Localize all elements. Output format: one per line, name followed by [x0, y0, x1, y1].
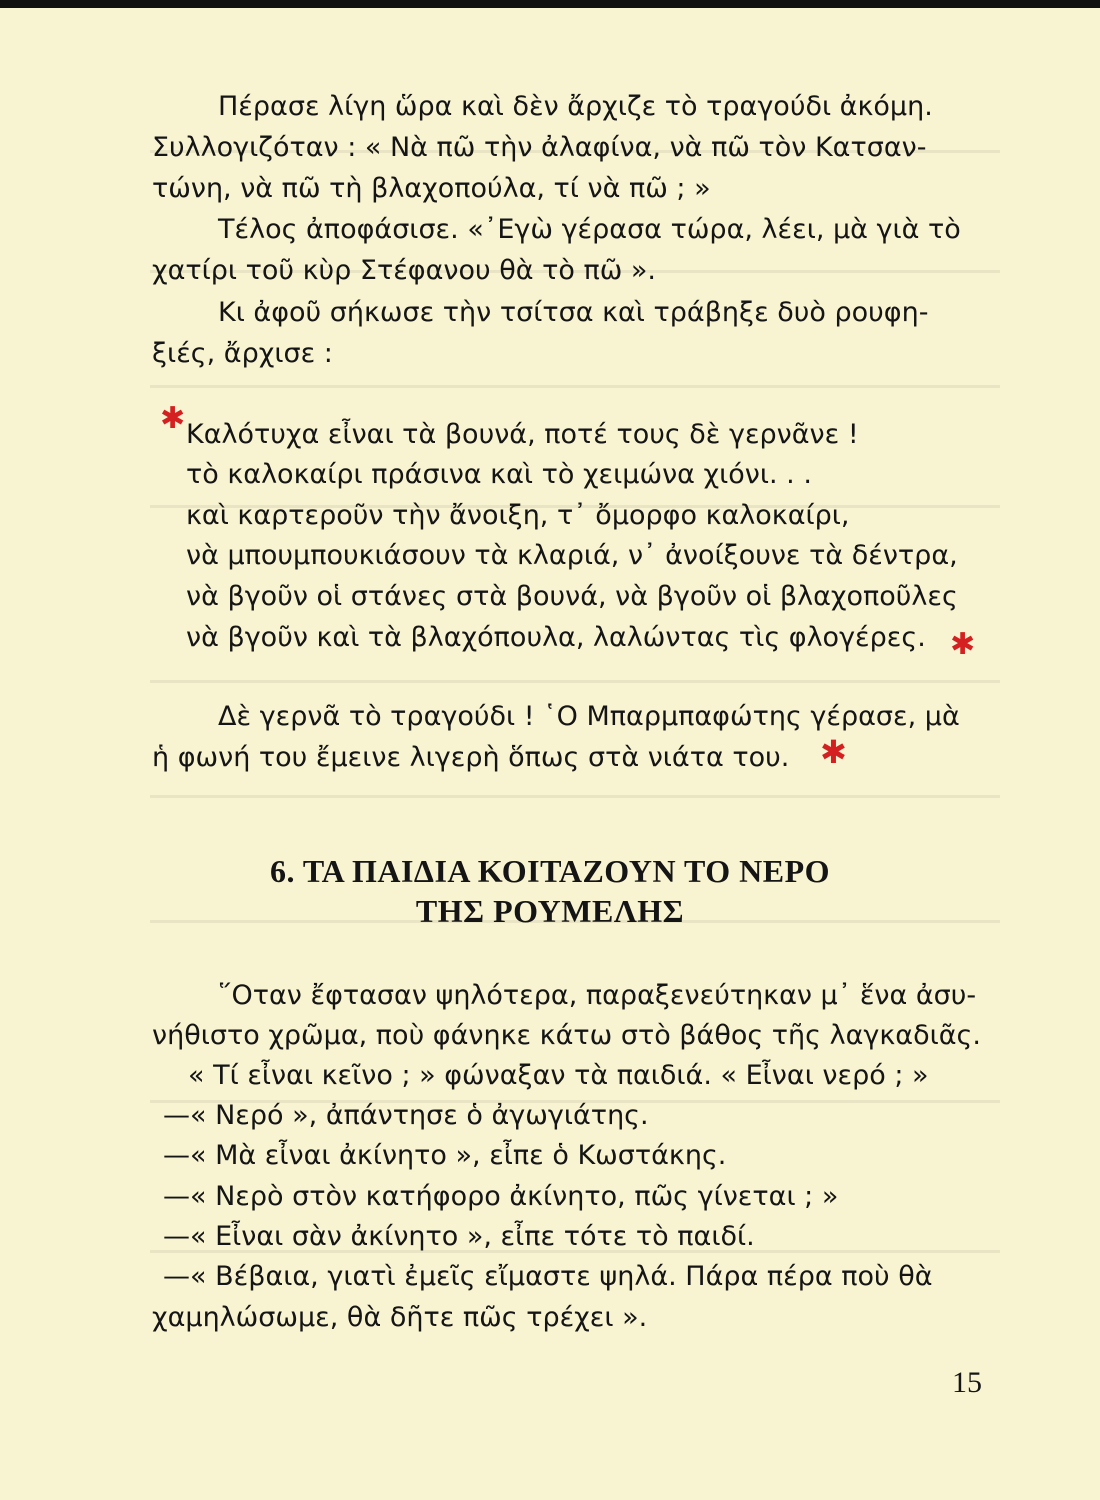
- text-line: ξιές, ἄρχισε :: [152, 338, 333, 369]
- chapter-title-line-1: 6. ΤΑ ΠΑΙΔΙΑ ΚΟΙΤΑΖΟΥΝ ΤΟ ΝΕΡΟ: [269, 853, 831, 889]
- text-line: Δὲ γερνᾶ τὸ τραγούδι ! ῾Ο Μπαρμπαφώτης γέρασε, μὰ: [218, 701, 960, 732]
- text-line: Κι ἀφοῦ σήκωσε τὴν τσίτσα καὶ τράβηξε δυὸ ρουφη-: [218, 297, 929, 328]
- verse-line: τὸ καλοκαίρι πράσινα καὶ τὸ χειμώνα χιόνι. . .: [186, 459, 812, 490]
- verse-line: Καλότυχα εἶναι τὰ βουνά, ποτέ τους δὲ γερνᾶνε !: [186, 419, 859, 450]
- text-line: Τέλος ἀποφάσισε. «᾿Εγὼ γέρασα τώρα, λέει, μὰ γιὰ τὸ: [218, 214, 961, 245]
- red-correction-mark-icon: ✱: [820, 733, 847, 771]
- dialogue-line: —« Εἶναι σὰν ἀκίνητο », εἶπε τότε τὸ παιδί.: [163, 1221, 755, 1252]
- dialogue-line: « Τί εἶναι κεῖνο ; » φώναξαν τὰ παιδιά. « Εἶναι νερό ; »: [188, 1060, 929, 1091]
- verse-line: καὶ καρτεροῦν τὴν ἄνοιξη, τ᾿ ὄμορφο καλοκαίρι,: [186, 500, 850, 531]
- dialogue-line: —« Βέβαια, γιατὶ ἐμεῖς εἴμαστε ψηλά. Πάρα πέρα ποὺ θὰ: [163, 1261, 933, 1292]
- text-line: Συλλογιζόταν : « Νὰ πῶ τὴν ἀλαφίνα, νὰ πῶ τὸν Κατσαν-: [152, 132, 927, 163]
- page-number: 15: [952, 1366, 982, 1399]
- text-line: νήθιστο χρῶμα, ποὺ φάνηκε κάτω στὸ βάθος τῆς λαγκαδιᾶς.: [152, 1020, 981, 1051]
- text-line: τώνη, νὰ πῶ τὴ βλαχοπούλα, τί νὰ πῶ ; »: [152, 173, 711, 204]
- dialogue-line: χαμηλώσωμε, θὰ δῆτε πῶς τρέχει ».: [152, 1302, 648, 1333]
- red-correction-mark-icon: ✱: [160, 401, 186, 436]
- text-line: χατίρι τοῦ κὺρ Στέφανου θὰ τὸ πῶ ».: [152, 255, 657, 286]
- dialogue-line: —« Νερό », ἀπάντησε ὁ ἀγωγιάτης.: [163, 1100, 649, 1131]
- chapter-title-line-2: ΤΗΣ ΡΟΥΜΕΛΗΣ: [415, 893, 685, 929]
- red-correction-mark-icon: ✱: [950, 627, 976, 662]
- text-line: ῞Οταν ἔφτασαν ψηλότερα, παραξενεύτηκαν μ᾿ ἕνα ἀσυ-: [218, 980, 977, 1011]
- dialogue-line: —« Μὰ εἶναι ἀκίνητο », εἶπε ὁ Κωστάκης.: [163, 1140, 727, 1171]
- verse-line: νὰ βγοῦν καὶ τὰ βλαχόπουλα, λαλώντας τὶς φλογέρες.: [186, 622, 926, 653]
- dialogue-line: —« Νερὸ στὸν κατήφορο ἀκίνητο, πῶς γίνεται ; »: [163, 1181, 839, 1212]
- text-line: Πέρασε λίγη ὥρα καὶ δὲν ἄρχιζε τὸ τραγούδι ἀκόμη.: [218, 91, 933, 122]
- verse-line: νὰ μπουμπουκιάσουν τὰ κλαριά, ν᾿ ἀνοίξουνε τὰ δέντρα,: [186, 540, 958, 571]
- text-line: ἡ φωνή του ἔμεινε λιγερὴ ὅπως στὰ νιάτα του.: [152, 742, 790, 773]
- verse-line: νὰ βγοῦν οἱ στάνες στὰ βουνά, νὰ βγοῦν οἱ βλαχοποῦλες: [186, 581, 958, 612]
